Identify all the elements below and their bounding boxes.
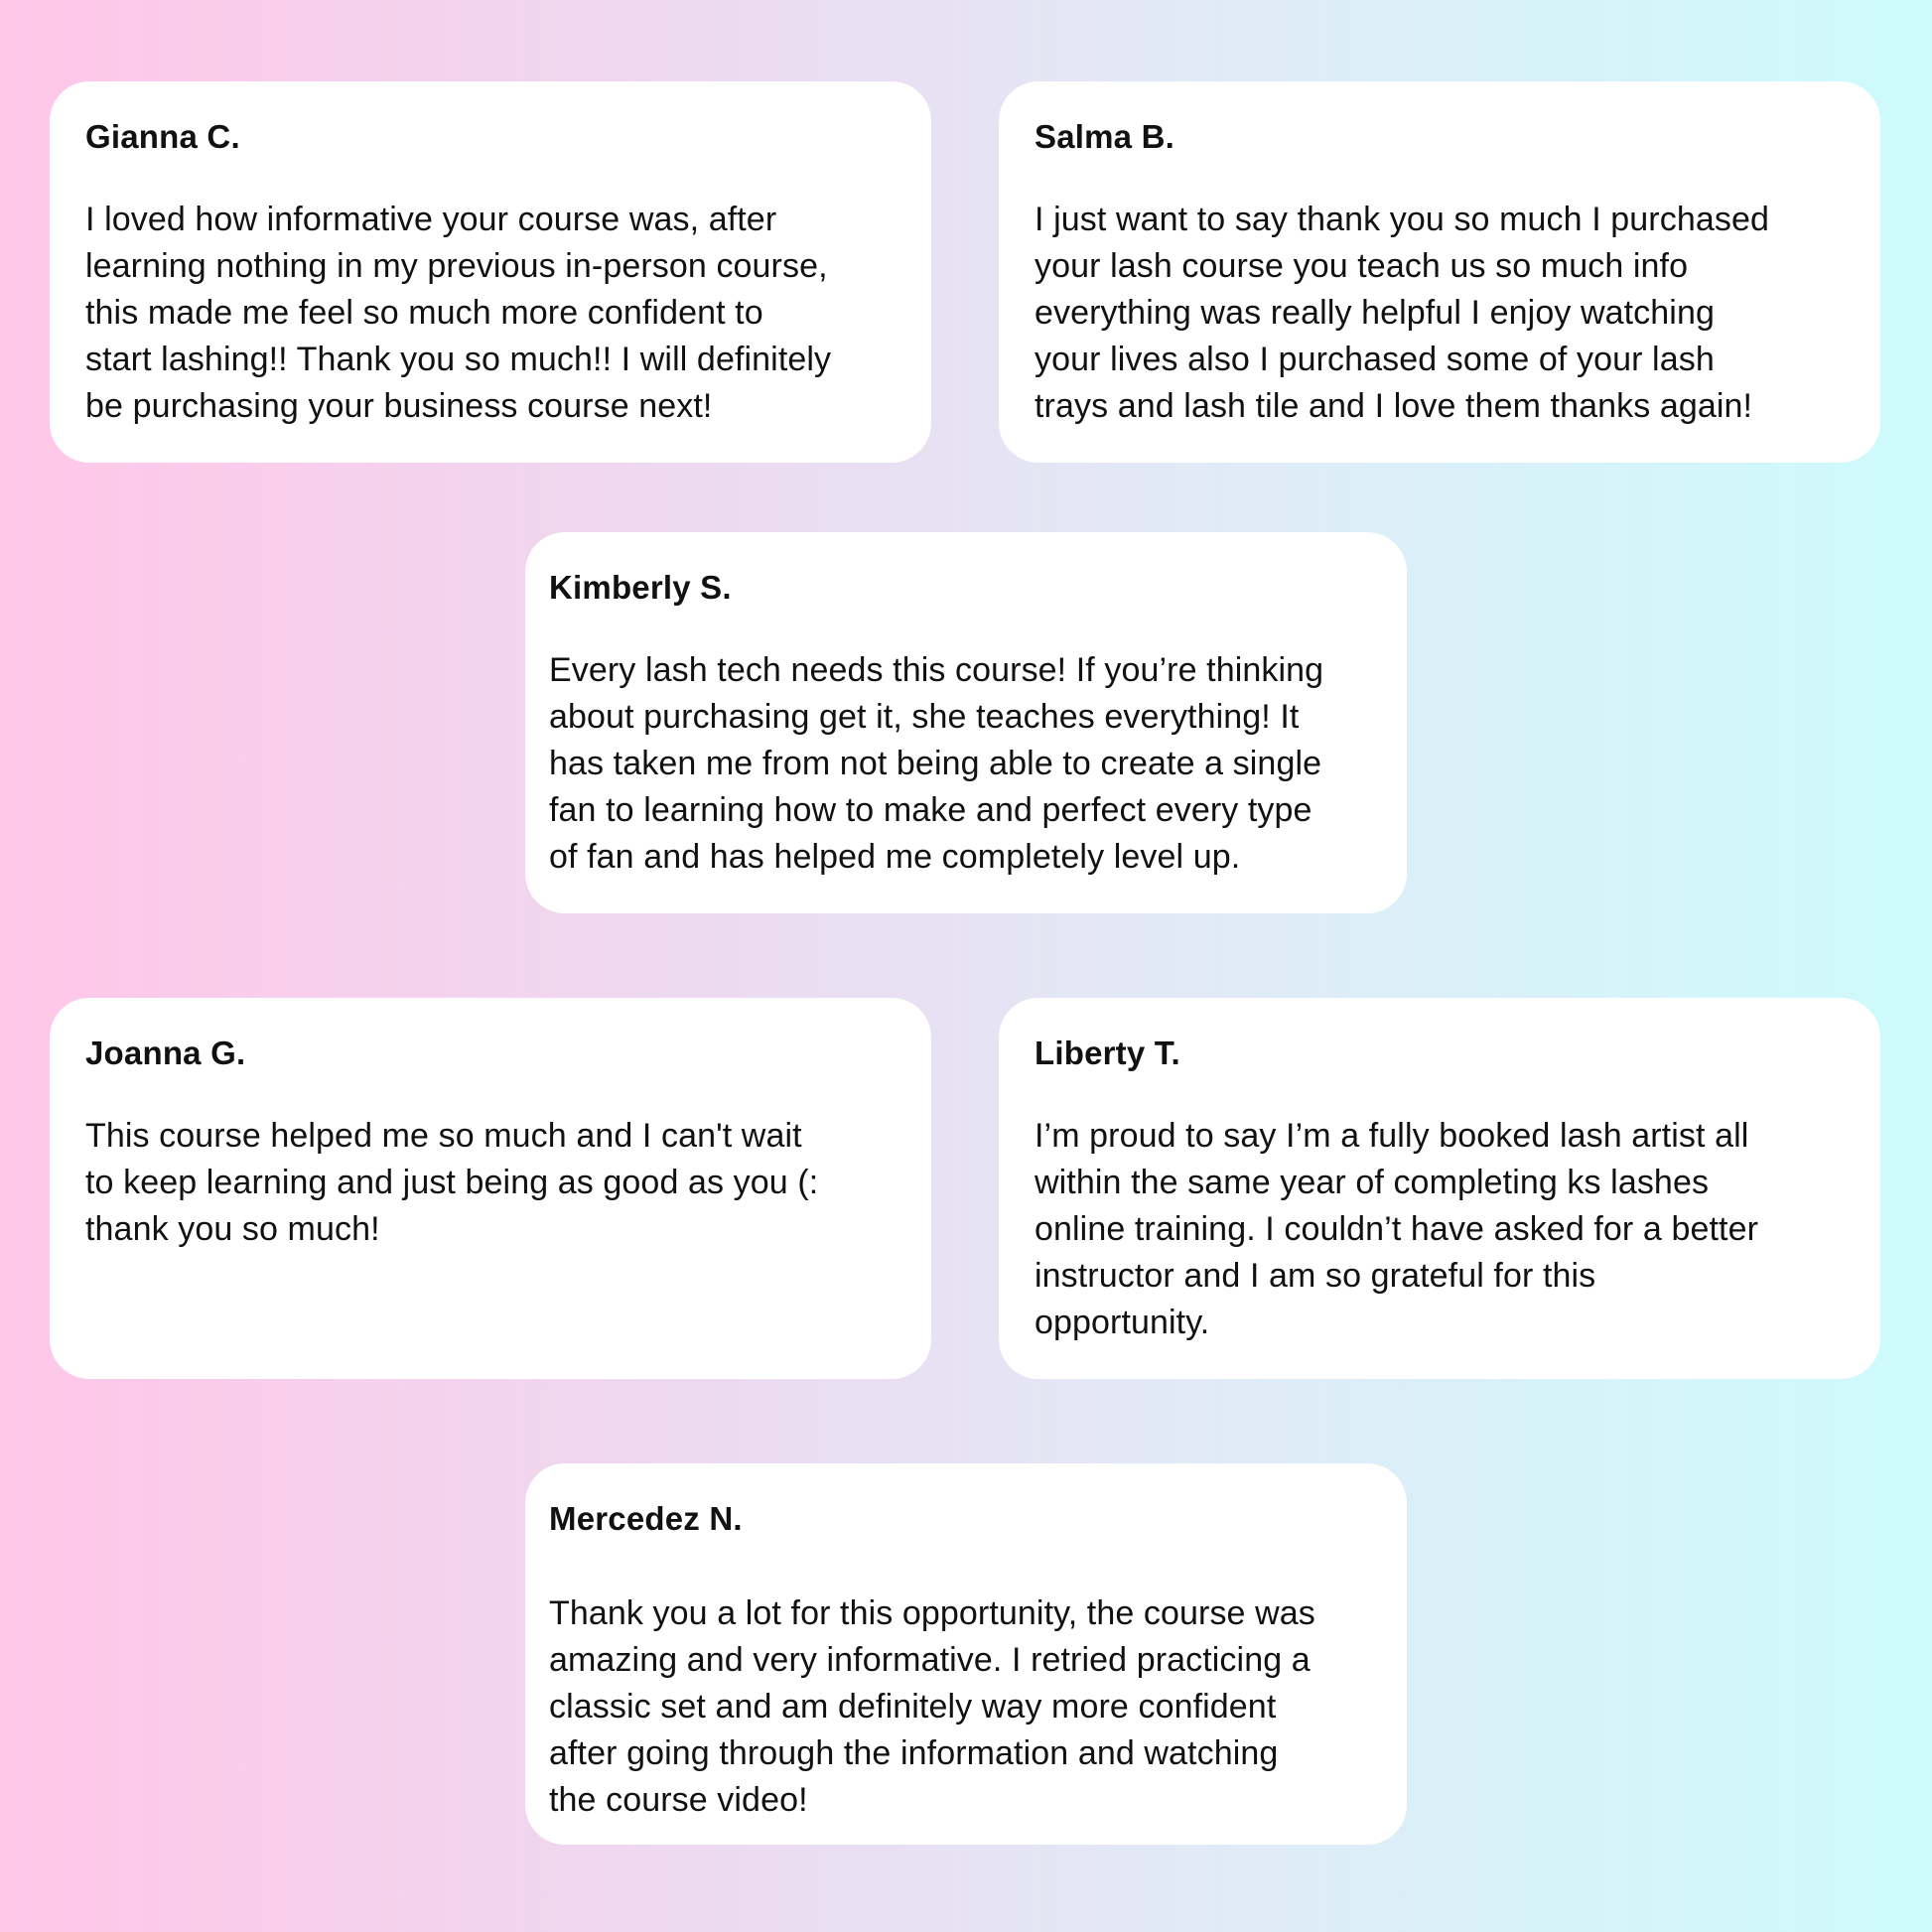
testimonial-author: Liberty T. [1035, 1035, 1180, 1071]
testimonial-text: Every lash tech needs this course! If you’re thinking about purchasing get it, she teaches everything! It has taken me from not being able to create a single fan to learning how to make and perfect every type of fan and has helped me completely level up. [549, 651, 1324, 876]
testimonial-card [999, 998, 1880, 1379]
testimonial-author: Salma B. [1035, 118, 1174, 155]
testimonial-card [999, 81, 1880, 463]
testimonial-card [50, 998, 931, 1379]
testimonial-author: Joanna G. [85, 1035, 246, 1071]
testimonial-text: Thank you a lot for this opportunity, the course was amazing and very informative. I retried practicing a classic set and am definitely way more confident after going through the information and watching the course video! [549, 1594, 1315, 1819]
testimonial-author: Gianna C. [85, 118, 240, 155]
testimonial-text: I’m proud to say I’m a fully booked lash artist all within the same year of completing ks lashes online training. I couldn’t have asked for a better instructor and I am so grateful for this opportunity. [1035, 1117, 1758, 1341]
testimonial-card [525, 1463, 1407, 1845]
testimonial-author: Mercedez N. [549, 1500, 743, 1537]
testimonial-text: I loved how informative your course was, after learning nothing in my previous in-person course, this made me feel so much more confident to start lashing!! Thank you so much!! I will definitely be purchasing your business course next! [85, 201, 832, 425]
testimonial-author: Kimberly S. [549, 569, 732, 606]
testimonial-text: I just want to say thank you so much I purchased your lash course you teach us so much info everything was really helpful I enjoy watching your lives also I purchased some of your lash trays and lash tile and I love them thanks again! [1035, 201, 1769, 425]
testimonial-card [525, 532, 1407, 913]
testimonial-card [50, 81, 931, 463]
testimonial-text: This course helped me so much and I can't wait to keep learning and just being as good as you (: thank you so much! [85, 1117, 819, 1248]
